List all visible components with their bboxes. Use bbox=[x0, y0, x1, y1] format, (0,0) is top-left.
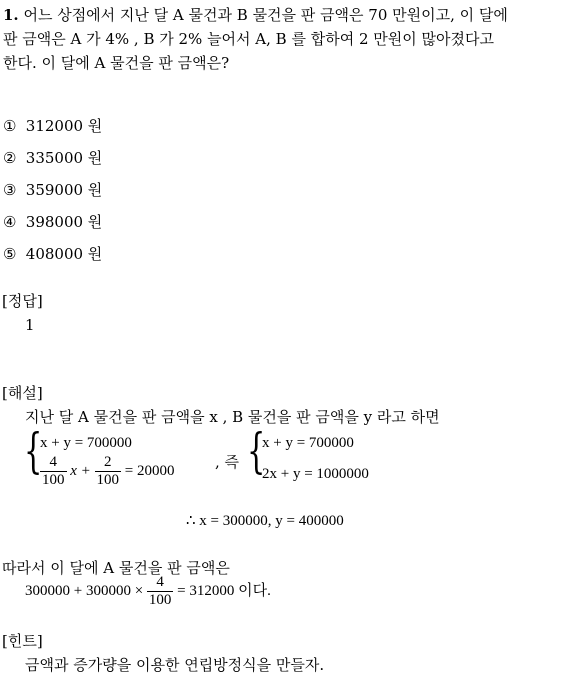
answer-label: [정답] bbox=[2, 292, 43, 310]
therefore-line: ∴ x = 300000, y = 400000 bbox=[186, 513, 344, 529]
explanation-label: [해설] bbox=[2, 384, 43, 402]
calculation-line bbox=[25, 574, 271, 610]
left-brace: { bbox=[24, 423, 43, 479]
explanation-intro: 지난 달 A 물건을 판 금액을 x , B 물건을 판 금액을 y 라고 하면 bbox=[25, 408, 440, 426]
question-line-1 bbox=[3, 4, 508, 25]
question-text-3: 한다. 이 달에 A 물건을 판 금액은? bbox=[3, 54, 230, 72]
fraction-denominator: 100 bbox=[96, 472, 120, 489]
equation-term: x + bbox=[70, 463, 91, 480]
answer-value: 1 bbox=[25, 316, 35, 334]
choice-1[interactable] bbox=[3, 115, 102, 136]
choice-text: 335000 원 bbox=[25, 149, 103, 167]
fraction-denominator: 100 bbox=[42, 472, 65, 489]
choice-mark: ⑤ bbox=[3, 245, 17, 263]
left-brace: { bbox=[247, 423, 266, 479]
system2-eq2: 2x + y = 1000000 bbox=[262, 466, 369, 482]
system1-eq1: x + y = 700000 bbox=[40, 435, 132, 451]
connector-text: , 즉 bbox=[215, 453, 240, 471]
choice-3[interactable] bbox=[3, 179, 102, 200]
choice-text: 408000 원 bbox=[25, 245, 103, 263]
choice-2[interactable] bbox=[3, 147, 102, 168]
choice-mark: ① bbox=[3, 117, 17, 135]
system1-eq2 bbox=[40, 454, 175, 490]
calc-end: = 312000 이다. bbox=[177, 583, 271, 600]
fraction-numerator: 2 bbox=[104, 454, 112, 470]
system2-eq1: x + y = 700000 bbox=[262, 435, 354, 451]
question-text-1: 어느 상점에서 지난 달 A 물건과 B 물건을 판 금액은 70 만원이고, 이 달에 bbox=[23, 6, 508, 24]
choice-4[interactable] bbox=[3, 211, 102, 232]
calc-start: 300000 + 300000 × bbox=[25, 583, 144, 600]
question-number: 1. bbox=[3, 6, 19, 24]
hint-text: 금액과 증가량을 이용한 연립방정식을 만들자. bbox=[25, 656, 325, 674]
question-text-2: 판 금액은 A 가 4% , B 가 2% 늘어서 A, B 를 합하여 2 만원이 많아졌다고 bbox=[3, 30, 494, 48]
hint-label: [힌트] bbox=[2, 632, 43, 650]
conclusion-text: 따라서 이 달에 A 물건을 판 금액은 bbox=[2, 559, 230, 577]
equation-result: = 20000 bbox=[124, 463, 175, 480]
fraction-numerator: 4 bbox=[49, 454, 57, 470]
fraction-denominator: 100 bbox=[148, 592, 172, 609]
choice-mark: ④ bbox=[3, 213, 17, 231]
fraction-numerator: 4 bbox=[156, 574, 164, 590]
choice-5[interactable] bbox=[3, 243, 102, 264]
choice-text: 398000 원 bbox=[25, 213, 103, 231]
choice-mark: ③ bbox=[3, 181, 17, 199]
choice-text: 359000 원 bbox=[25, 181, 103, 199]
choice-text: 312000 원 bbox=[25, 117, 103, 135]
choice-mark: ② bbox=[3, 149, 17, 167]
